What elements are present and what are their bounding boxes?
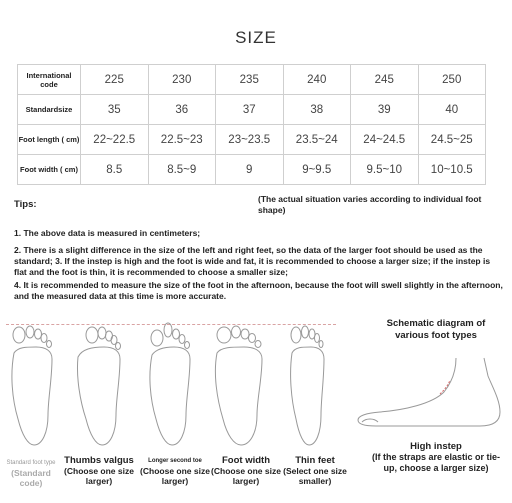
foot-type-desc: (Choose one size larger) [64,466,134,486]
table-cell: 9 [216,155,284,185]
table-cell: 8.5 [81,155,149,185]
foot-type-name: Longer second toe [148,458,202,464]
table-cell: 225 [81,65,149,95]
wide-foot-icon [212,319,266,449]
foot-type-name: Standard foot type [6,460,56,466]
table-row [18,125,486,155]
foot-caption [64,456,134,486]
tip-item: 1. The above data is measured in centimeters; [14,228,201,238]
row-header: Foot length ( cm) [18,125,81,155]
table-cell: 9.5~10 [351,155,419,185]
table-cell: 245 [351,65,419,95]
table-row [18,65,486,95]
schematic-caption-title: High instep [410,441,462,452]
table-row [18,95,486,125]
table-cell: 23~23.5 [216,125,284,155]
foot-caption [210,456,282,486]
tips-label: Tips: [14,199,37,210]
row-header: International code [18,65,81,95]
table-cell: 24~24.5 [351,125,419,155]
row-header: Foot width ( cm) [18,155,81,185]
foot-type-desc: (Standard code) [11,468,51,488]
foot-type-desc: (Choose one size larger) [211,466,281,486]
thin-foot-icon [284,319,330,449]
table-cell: 10~10.5 [418,155,486,185]
high-instep-foot-icon [352,356,506,430]
table-row [18,155,486,185]
schematic-caption-text: (If the straps are elastic or tie-up, choose a larger size) [371,452,501,473]
page-title: SIZE [235,28,277,47]
size-chart-table [17,64,486,185]
tip-item: 2. There is a slight difference in the size of the left and right feet, so the data of the larger foot should be used as the standard; 3. If the instep is high and the foot is wide and fat, it is recommended to choose a larger size; if the instep is flat and the foot is thin, it is recommended to choose a smaller size; [14,245,491,277]
table-cell: 22~22.5 [81,125,149,155]
table-cell: 240 [283,65,351,95]
longer-second-toe-foot-icon [144,319,194,449]
foot-type-name: Foot width [221,455,270,466]
table-cell: 235 [216,65,284,95]
table-cell: 9~9.5 [283,155,351,185]
foot-type-name: Thumbs valgus [64,455,134,466]
table-cell: 37 [216,95,284,125]
table-cell: 22.5~23 [148,125,216,155]
foot-type-desc: (Select one size smaller) [283,466,347,486]
table-cell: 24.5~25 [418,125,486,155]
foot-caption [140,456,210,486]
table-cell: 39 [351,95,419,125]
tip-item: 4. It is recommended to measure the size of the foot in the afternoon, because the foot will swell slightly in the afternoon, and the measured data at this time is more accurate. [14,280,503,301]
table-cell: 35 [81,95,149,125]
foot-caption [282,456,348,486]
row-header: Standardsize [18,95,81,125]
table-cell: 36 [148,95,216,125]
table-cell: 23.5~24 [283,125,351,155]
schematic-caption [368,441,504,474]
table-cell: 38 [283,95,351,125]
standard-foot-icon [6,319,56,449]
foot-caption [2,458,60,488]
foot-type-desc: (Choose one size larger) [140,466,210,486]
table-cell: 8.5~9 [148,155,216,185]
table-cell: 250 [418,65,486,95]
foot-type-name: Thin feet [295,455,335,466]
tips-note: (The actual situation varies according to individual foot shape) [258,194,482,215]
table-cell: 230 [148,65,216,95]
table-cell: 40 [418,95,486,125]
thumbs-valgus-foot-icon [74,319,124,449]
schematic-title: Schematic diagram of various foot types [386,318,486,341]
